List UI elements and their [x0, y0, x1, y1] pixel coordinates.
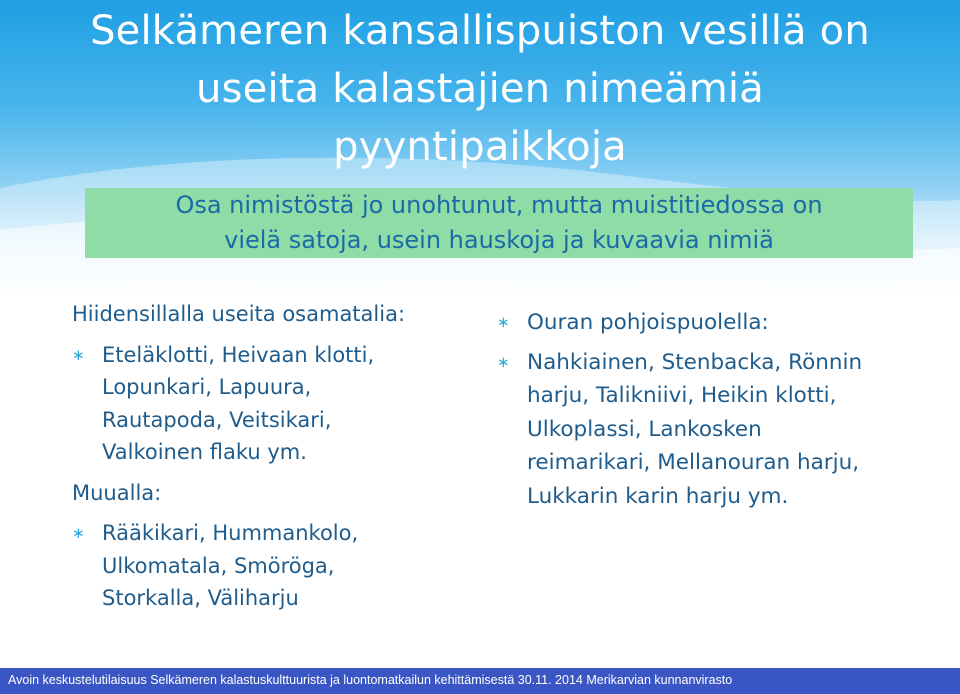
left-heading-hiidensilta: Hiidensillalla useita osamatalia: — [72, 302, 406, 326]
bullet-line: harju, Talikniivi, Heikin klotti, — [527, 383, 837, 408]
bullet-icon: ∗ — [72, 345, 85, 364]
left-column — [72, 298, 492, 623]
bullet-line: Ouran pohjoispuolella: — [527, 310, 769, 335]
bullet-icon: ∗ — [497, 313, 510, 331]
bullet-line: reimarikari, Mellanouran harju, — [527, 450, 860, 475]
bullet-line: Lukkarin karin harju ym. — [527, 483, 789, 509]
list-item — [72, 339, 492, 469]
title-line-2: useita kalastajien nimeämiä — [196, 66, 764, 112]
title-line-3: pyyntipaikkoja — [333, 124, 627, 170]
subtitle-line-2: vielä satoja, usein hauskoja ja kuvaavia nimiä — [224, 226, 774, 254]
bullet-line: Ulkoplassi, Lankosken — [527, 416, 762, 442]
bullet-icon: ∗ — [497, 352, 510, 371]
bullet-icon: ∗ — [72, 524, 85, 542]
subtitle — [85, 188, 913, 258]
list-item — [72, 517, 492, 615]
subtitle-line-1: Osa nimistöstä jo unohtunut, mutta muistitiedossa on — [175, 191, 823, 219]
bullet-line: Rautapoda, Veitsikari, — [102, 407, 332, 432]
list-item — [497, 306, 937, 340]
right-column — [497, 306, 937, 521]
bullet-line: Rääkikari, Hummankolo, — [102, 521, 359, 545]
bullet-line: Nahkiainen, Stenbacka, Rönnin — [527, 349, 863, 375]
bullet-line: Storkalla, Väliharju — [102, 586, 299, 610]
title-line-1: Selkämeren kansallispuiston vesillä on — [90, 8, 870, 54]
footer-text: Avoin keskustelutilaisuus Selkämeren kalastuskulttuurista ja luontomatkailun kehittämisestä 30.11. 2014 Merikarvian kunnanvirasto — [8, 673, 733, 687]
bullet-line: Valkoinen flaku ym. — [102, 440, 307, 464]
bullet-line: Eteläklotti, Heivaan klotti, — [102, 342, 375, 367]
list-item — [497, 346, 937, 514]
bullet-line: Ulkomatala, Smöröga, — [102, 553, 335, 578]
bullet-line: Lopunkari, Lapuura, — [102, 375, 312, 399]
slide-title — [40, 2, 920, 176]
left-heading-muualla: Muualla: — [72, 480, 162, 505]
